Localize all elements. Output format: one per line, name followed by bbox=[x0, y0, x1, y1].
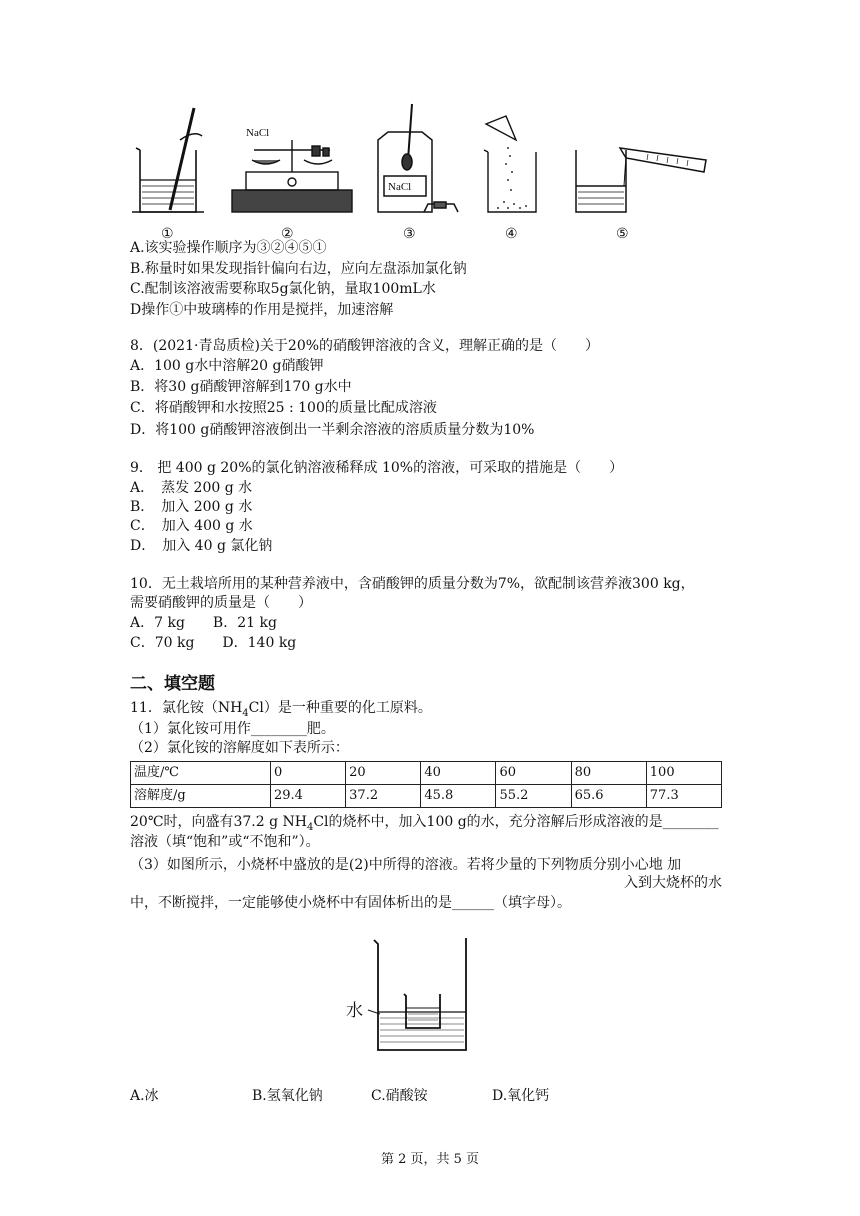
q9-option-a: A． 蒸发 200 g 水 bbox=[130, 480, 253, 496]
q9-option-b: B． 加入 200 g 水 bbox=[130, 499, 253, 515]
water-label: 水 bbox=[346, 1001, 363, 1021]
q10-stem-line1: 10．无土栽培所用的某种营养液中，含硝酸钾的质量分数为7%，欲配制该营养液300 kg， bbox=[130, 576, 695, 592]
q7-option-a: A.该实验操作顺序为③②④⑤① bbox=[130, 240, 327, 256]
q8-stem: 8．(2021·青岛质检)关于20%的硝酸钾溶液的含义，理解正确的是（ ） bbox=[130, 338, 600, 354]
q11-after-table-2: 溶液（填“饱和”或“不饱和”）。 bbox=[130, 834, 320, 850]
q11-stem: 11．氯化铵$(NH_4Cl)$是一种重要的化工原料。 bbox=[130, 700, 432, 719]
caption-3: ③ bbox=[403, 226, 416, 242]
caption-5: ⑤ bbox=[616, 226, 629, 242]
table-cell: 65.6 bbox=[571, 785, 646, 808]
beaker-in-beaker-drawing bbox=[340, 930, 480, 1056]
q9-stem: 9． 把 400 g 20%的氯化钠溶液稀释成 10%的溶液，可采取的措施是（ ） bbox=[130, 460, 624, 476]
nacl-scale-label: NaCl bbox=[246, 127, 270, 139]
q8-option-d: D．将100 g硝酸钾溶液倒出一半剩余溶液的溶质质量分数为10% bbox=[130, 422, 535, 438]
table-cell: 温度/℃ bbox=[131, 762, 271, 785]
table-cell: 77.3 bbox=[646, 785, 721, 808]
q11-choice-d: D.氧化钙 bbox=[492, 1088, 550, 1104]
q8-option-b: B．将30 g硝酸钾溶解到170 g水中 bbox=[130, 379, 352, 395]
nacl-bottle-label: NaCl bbox=[388, 181, 412, 193]
table-cell: 37.2 bbox=[346, 785, 421, 808]
table-cell: 55.2 bbox=[496, 785, 571, 808]
q11-part3-line1: （3）如图所示，小烧杯中盛放的是(2)中所得的溶液。若将少量的下列物质分别小心地 加 bbox=[130, 857, 682, 873]
q10-options-row1: A．7 kg B．21 kg bbox=[130, 615, 277, 631]
table-cell: 0 bbox=[271, 762, 346, 785]
table-row bbox=[131, 785, 722, 808]
table-cell: 60 bbox=[496, 762, 571, 785]
table-row bbox=[131, 762, 722, 785]
q7-option-c: C.配制该溶液需要称取5g氯化钠，量取100mL水 bbox=[130, 281, 436, 297]
q10-stem-line2: 需要硝酸钾的质量是（ ） bbox=[130, 595, 312, 611]
pouring-water-drawing bbox=[576, 148, 706, 212]
q11-after-table: 20℃时，向盛有37.2 g $NH_4Cl$的烧杯中，加入100 g的水，充分溶解后形成溶液的是________ bbox=[130, 814, 719, 833]
balance-drawing bbox=[232, 140, 352, 212]
pouring-solid-drawing bbox=[484, 116, 536, 212]
page-footer: 第 2 页，共 5 页 bbox=[380, 1152, 480, 1167]
table-cell: 40 bbox=[421, 762, 496, 785]
q11-part3-line2: 入到大烧杯的水 bbox=[624, 875, 722, 891]
q11-choice-a: A.冰 bbox=[130, 1088, 159, 1104]
caption-4: ④ bbox=[505, 226, 518, 242]
q11-choice-c: C.硝酸铵 bbox=[371, 1088, 428, 1104]
caption-1: ① bbox=[161, 226, 174, 242]
table-cell: 29.4 bbox=[271, 785, 346, 808]
q8-option-a: A．100 g水中溶解20 g硝酸钾 bbox=[130, 358, 324, 374]
q9-option-d: D． 加入 40 g 氯化钠 bbox=[130, 538, 273, 554]
q7-option-d: D操作①中玻璃棒的作用是搅拌，加速溶解 bbox=[130, 302, 394, 318]
q8-option-c: C．将硝酸钾和水按照25 : 100的质量比配成溶液 bbox=[130, 400, 437, 416]
table-cell: 100 bbox=[646, 762, 721, 785]
table-cell: 20 bbox=[346, 762, 421, 785]
q11-part2: （2）氯化铵的溶解度如下表所示： bbox=[130, 740, 349, 756]
q11-part1: （1）氯化铵可用作________肥。 bbox=[130, 721, 335, 737]
q9-option-c: C． 加入 400 g 水 bbox=[130, 518, 253, 534]
q7-option-b: B.称量时如果发现指针偏向右边，应向左盘添加氯化钠 bbox=[130, 261, 467, 277]
solubility-table bbox=[130, 761, 722, 808]
beaker-stirring-drawing bbox=[132, 108, 204, 212]
section-title: 二、填空题 bbox=[130, 674, 215, 694]
q11-part3-line3: 中，不断搅拌，一定能够使小烧杯中有固体析出的是______（填字母）。 bbox=[130, 895, 571, 911]
table-cell: 45.8 bbox=[421, 785, 496, 808]
table-cell: 溶解度/g bbox=[131, 785, 271, 808]
table-cell: 80 bbox=[571, 762, 646, 785]
caption-2: ② bbox=[281, 226, 294, 242]
q11-choice-b: B.氢氧化钠 bbox=[252, 1088, 323, 1104]
reagent-bottle-drawing bbox=[378, 104, 458, 212]
q10-options-row2: C．70 kg D．140 kg bbox=[130, 635, 297, 651]
